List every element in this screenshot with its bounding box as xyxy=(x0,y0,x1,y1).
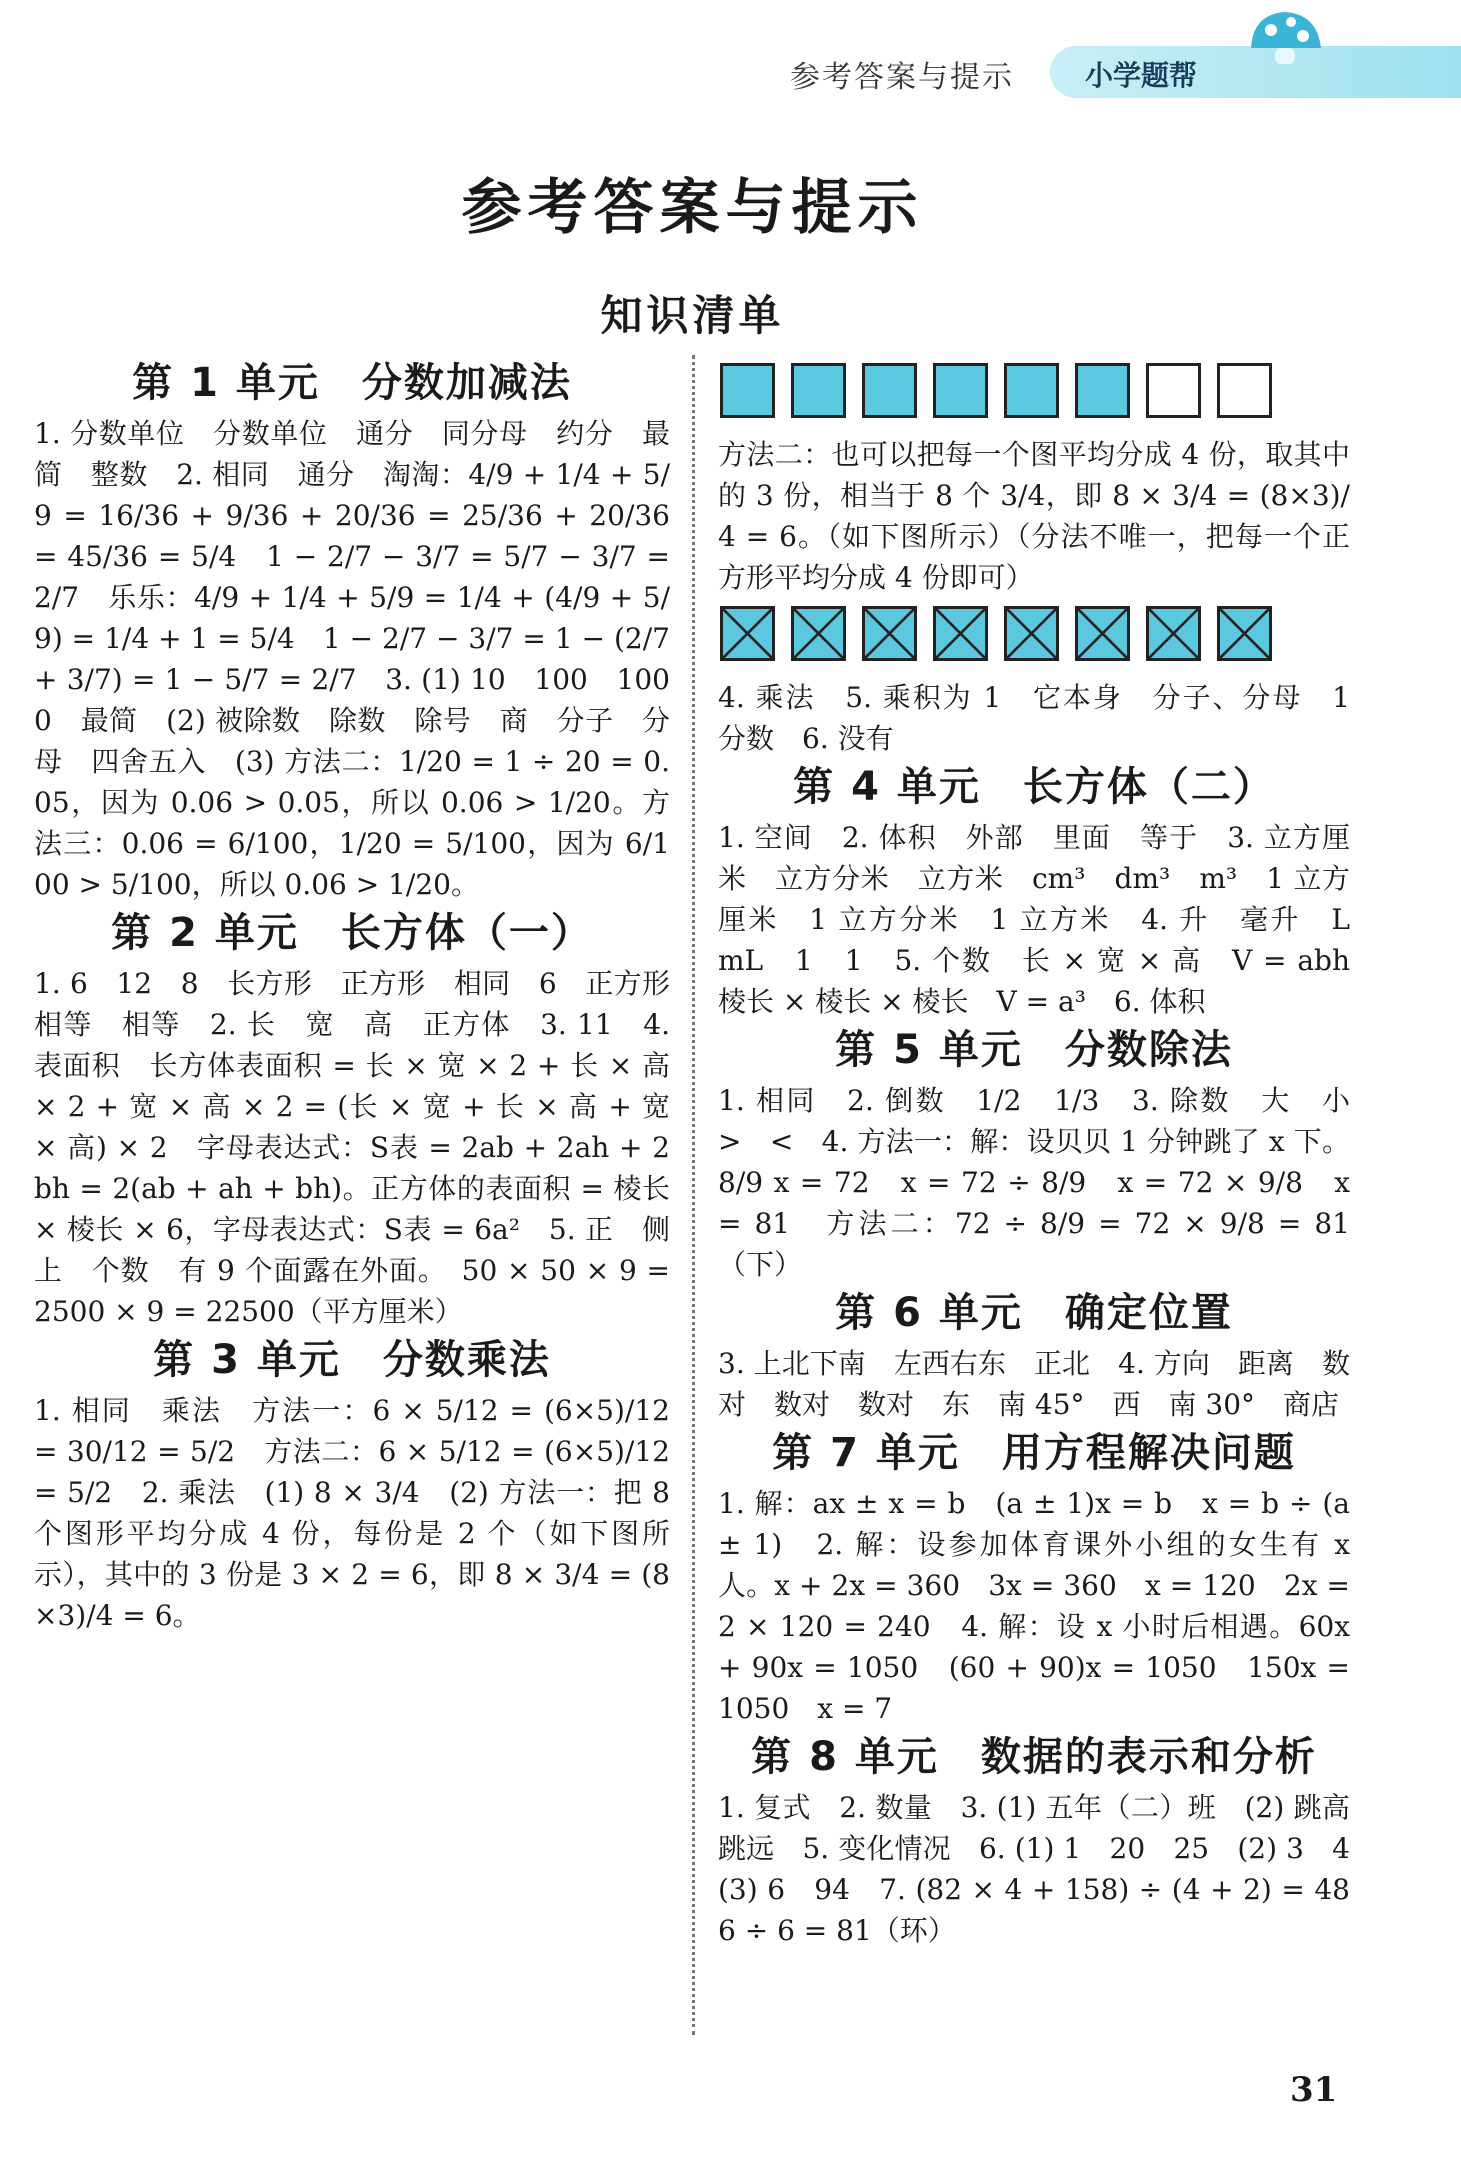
square-figure-empty xyxy=(1146,363,1201,418)
page-header xyxy=(0,0,1461,110)
figure-quartered-squares xyxy=(720,606,1350,661)
unit-8-answers: 1. 复式 2. 数量 3. (1) 五年（二）班 (2) 跳高 跳远 5. 变化情况 6. (1) 1 20 25 (2) 3 4 (3) 6 94 7. (82 × 4 + 158) ÷ (4 + 2) = 486 ÷ 6 = 81（环） xyxy=(718,1791,1379,1947)
unit-4-heading: 第 4 单元 长方体（二） xyxy=(793,764,1275,810)
unit-1-heading: 第 1 单元 分数加减法 xyxy=(132,360,572,406)
unit-7-heading: 第 7 单元 用方程解决问题 xyxy=(772,1430,1296,1476)
left-column xyxy=(34,355,699,1636)
quartered-square-icon xyxy=(1004,606,1059,661)
page-number: 31 xyxy=(1290,2070,1338,2110)
square-figure xyxy=(933,363,988,418)
column-divider xyxy=(692,355,695,2035)
unit-3-answers: 1. 相同 乘法 方法一：6 × 5/12 = (6×5)/12 = 30/12 = 5/2 方法二：6 × 5/12 = (6×5)/12 = 5/2 2. 乘法 (1) 8 × 3/4 (2) 方法一：把 8 个图形平均分成 4 份，每份是 2 个（如下图所示），其中的 3 份是 3 × 2 = 6，即 8 × 3/4 = (8×3)/4 = 6。 xyxy=(34,1394,670,1632)
section-title: 知识清单 xyxy=(600,291,785,340)
quartered-square-icon xyxy=(862,606,917,661)
right-column xyxy=(718,355,1379,1951)
unit-7-answers: 1. 解：ax ± x = b (a ± 1)x = b x = b ÷ (a ± 1) 2. 解：设参加体育课外小组的女生有 x 人。x + 2x = 360 3x = 360 x = 120 2x = 2 × 120 = 240 4. 解：设 x 小时后相遇。60x + 90x = 1050 (60 + 90)x = 1050 150x = 1050 x = 7 xyxy=(718,1487,1350,1725)
unit-3-heading: 第 3 单元 分数乘法 xyxy=(153,1337,551,1383)
unit-1-answers: 1. 分数单位 分数单位 通分 同分母 约分 最简 整数 2. 相同 通分 淘淘：4/9 + 1/4 + 5/9 = 16/36 + 9/36 + 20/36 = 25/36 + 20/36 = 45/36 = 5/4 1 − 2/7 − 3/7 = 5/7 − 3/7 = 2/7 乐乐：4/9 + 1/4 + 5/9 = 1/4 + (4/9 + 5/9) = 1/4 + 1 = 5/4 1 − 2/7 − 3/7 = 1 − (2/7 + 3/7) = 1 − 5/7 = 2/7 3. (1) 10 100 1000 最简 (2) 被除数 除数 除号 商 分子 分母 四舍五入 (3) 方法二：1/20 = 1 ÷ 20 = 0.05，因为 0.06 > 0.05，所以 0.06 > 1/20。方法三：0.06 = 6/100，1/20 = 5/100，因为 6/100 > 5/100，所以 0.06 > 1/20。 xyxy=(34,417,670,901)
unit-3-continued: 方法二：也可以把每一个图平均分成 4 份，取其中的 3 份，相当于 8 个 3/4，即 8 × 3/4 = (8×3)/4 = 6。（如下图所示）（分法不唯一，把每一个正方形平均分成 4 份即可） xyxy=(718,438,1350,594)
unit-3-tail: 4. 乘法 5. 乘积为 1 它本身 分子、分母 1 分数 6. 没有 xyxy=(718,681,1379,755)
unit-2-heading: 第 2 单元 长方体（一） xyxy=(111,910,593,956)
unit-6-heading: 第 6 单元 确定位置 xyxy=(835,1290,1233,1336)
unit-4-answers: 1. 空间 2. 体积 外部 里面 等于 3. 立方厘米 立方分米 立方米 cm³ dm³ m³ 1 立方厘米 1 立方分米 1 立方米 4. 升 毫升 L mL 1 1 5. 个数 长 × 宽 × 高 V = abh 棱长 × 棱长 × 棱长 V = a³ 6. 体积 xyxy=(718,821,1379,1018)
quartered-square-icon xyxy=(933,606,988,661)
quartered-square-icon xyxy=(720,606,775,661)
quartered-square-icon xyxy=(1075,606,1130,661)
quartered-square-icon xyxy=(791,606,846,661)
square-figure xyxy=(791,363,846,418)
square-figure xyxy=(862,363,917,418)
unit-6-answers: 3. 上北下南 左西右东 正北 4. 方向 距离 数对 数对 数对 东 南 45° 西 南 30° 商店 xyxy=(718,1347,1350,1421)
brand-label: 小学题帮 xyxy=(1085,59,1198,92)
mushroom-logo-icon xyxy=(1245,8,1325,68)
square-figure xyxy=(1004,363,1059,418)
unit-5-heading: 第 5 单元 分数除法 xyxy=(835,1027,1233,1073)
quartered-square-icon xyxy=(1146,606,1201,661)
unit-8-heading: 第 8 单元 数据的表示和分析 xyxy=(751,1734,1317,1780)
page-title: 参考答案与提示 xyxy=(461,173,924,243)
unit-2-answers: 1. 6 12 8 长方形 正方形 相同 6 正方形 相等 相等 2. 长 宽 高 正方体 3. 11 4. 表面积 长方体表面积 = 长 × 宽 × 2 + 长 × 高 × 2 + 宽 × 高 × 2 = (长 × 宽 + 长 × 高 + 宽 × 高) × 2 字母表达式：S表 = 2ab + 2ah + 2bh = 2(ab + ah + bh)。正方体的表面积 = 棱长 × 棱长 × 6，字母表达式：S表 = 6a² 5. 正 侧 上 个数 有 9 个面露在外面。 50 × 50 × 9 = 2500 × 9 = 22500（平方厘米） xyxy=(34,967,699,1328)
square-figure xyxy=(1075,363,1130,418)
figure-grouped-squares xyxy=(720,363,1350,418)
running-title: 参考答案与提示 xyxy=(790,60,1014,95)
square-figure-empty xyxy=(1217,363,1272,418)
square-figure xyxy=(720,363,775,418)
unit-5-answers: 1. 相同 2. 倒数 1/2 1/3 3. 除数 大 小 > < 4. 方法一：解：设贝贝 1 分钟跳了 x 下。8/9 x = 72 x = 72 ÷ 8/9 x = 72 × 9/8 x = 81 方法二：72 ÷ 8/9 = 72 × 9/8 = 81（下） xyxy=(718,1084,1379,1281)
quartered-square-icon xyxy=(1217,606,1272,661)
